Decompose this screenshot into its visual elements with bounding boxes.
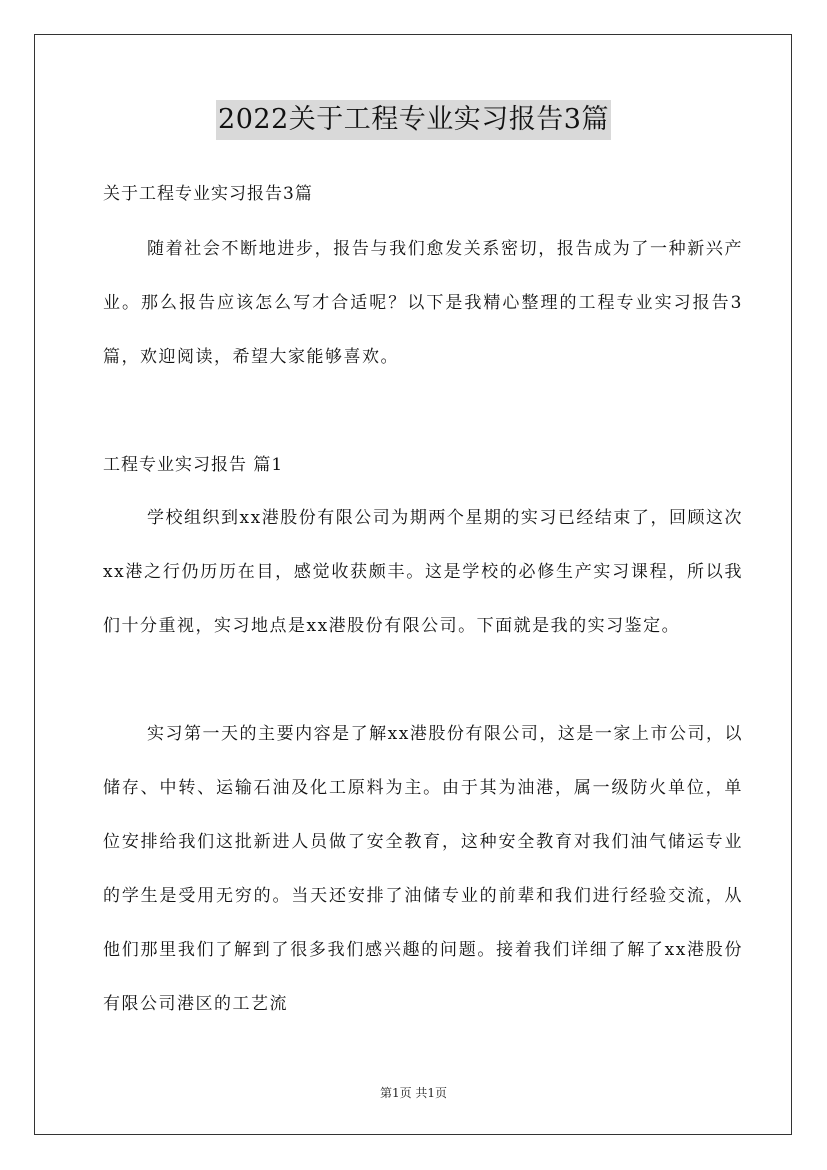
page-footer: 第1页 共1页 [379,1086,448,1100]
title-container [0,100,827,140]
document-subtitle: 关于工程专业实习报告3篇 [103,184,313,204]
body-paragraph-2: 实习第一天的主要内容是了解xx港股份有限公司，这是一家上市公司，以储存、中转、运输石油及化工原料为主。由于其为油港，属一级防火单位，单位安排给我们这批新进人员做了安全教育，这种安全教育对我们油气储运专业的学生是受用无穷的。当天还安排了油储专业的前辈和我们进行经验交流，从他们那里我们了解到了很多我们感兴趣的问题。接着我们详细了解了xx港股份有限公司港区的工艺流 [103,724,743,1014]
section-heading: 工程专业实习报告 篇1 [103,455,284,475]
intro-paragraph: 随着社会不断地进步，报告与我们愈发关系密切，报告成为了一种新兴产业。那么报告应该怎么写才合适呢？以下是我精心整理的工程专业实习报告3篇，欢迎阅读，希望大家能够喜欢。 [103,239,743,367]
document-title: 2022关于工程专业实习报告3篇 [216,100,611,140]
body-paragraph-1: 学校组织到xx港股份有限公司为期两个星期的实习已经结束了，回顾这次xx港之行仍历历在目，感觉收获颇丰。这是学校的必修生产实习课程，所以我们十分重视，实习地点是xx港股份有限公司。下面就是我的实习鉴定。 [103,508,743,636]
